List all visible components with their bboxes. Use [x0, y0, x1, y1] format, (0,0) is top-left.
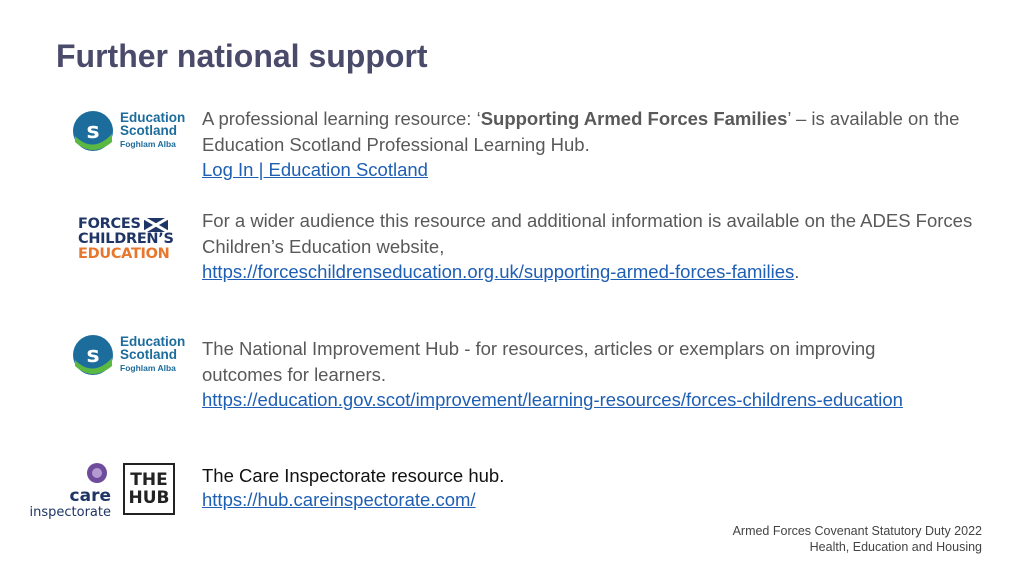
fce-logo-line2: CHILDREN’S: [78, 231, 174, 247]
wa-text: For a wider audience this resource and additional information is available on the ADES Forces Children’s Education website,: [202, 210, 973, 257]
pl-text-after: ’ – is available on the Education Scotland Professional Learning Hub.: [202, 108, 960, 155]
pl-bold-title: Supporting Armed Forces Families: [480, 108, 788, 129]
svg-text:s: s: [86, 343, 100, 368]
the-hub-logo: [123, 463, 175, 515]
footer: [733, 523, 982, 555]
professional-learning-text: [202, 106, 982, 183]
care-inspectorate-hub-link[interactable]: https://hub.careinspectorate.com/: [202, 489, 476, 510]
education-scotland-logo-2: [72, 334, 185, 376]
education-scotland-emblem-icon: [72, 110, 114, 152]
ih-text: The National Improvement Hub - for resources, articles or exemplars on improving outcomes for learners.: [202, 338, 876, 385]
care-logo-line1: care: [69, 486, 111, 506]
improvement-hub-link[interactable]: https://education.gov.scot/improvement/learning-resources/forces-childrens-education: [202, 389, 903, 410]
care-inspectorate-text: [202, 464, 982, 512]
svg-text:s: s: [86, 119, 100, 144]
es-logo-2-line2: Scotland: [120, 347, 178, 362]
care-inspectorate-logo: [25, 462, 113, 520]
hub-logo-line1: THE: [130, 470, 168, 490]
footer-line2: Health, Education and Housing: [809, 540, 982, 554]
es-logo-2-line3: Foghlam Alba: [120, 363, 176, 373]
forces-childrens-education-logo: [78, 217, 174, 262]
education-scotland-emblem-icon: [72, 334, 114, 376]
ci-text: The Care Inspectorate resource hub.: [202, 465, 505, 486]
es-logo-line3: Foghlam Alba: [120, 139, 176, 149]
es-logo-line2: Scotland: [120, 123, 178, 138]
forces-childrens-education-link[interactable]: https://forceschildrenseducation.org.uk/supporting-armed-forces-families: [202, 261, 795, 282]
education-scotland-login-link[interactable]: Log In | Education Scotland: [202, 159, 428, 180]
wider-audience-text: [202, 208, 982, 285]
fce-logo-line1: FORCES: [78, 216, 141, 232]
improvement-hub-text: [202, 336, 922, 413]
page-title: Further national support: [56, 38, 428, 74]
es-logo-2-line1: Education: [120, 334, 186, 349]
care-inspectorate-emblem-icon: [25, 462, 113, 520]
es-logo-line1: Education: [120, 110, 186, 125]
footer-line1: Armed Forces Covenant Statutory Duty 2022: [732, 524, 982, 538]
saltire-flag-icon: [144, 218, 168, 232]
education-scotland-logo: [72, 110, 185, 152]
fce-logo-line3: EDUCATION: [78, 246, 170, 262]
pl-text-before: A professional learning resource: ‘: [202, 108, 481, 129]
wa-suffix: .: [794, 261, 800, 282]
care-logo-line2: inspectorate: [29, 505, 111, 520]
hub-logo-line2: HUB: [128, 488, 170, 508]
